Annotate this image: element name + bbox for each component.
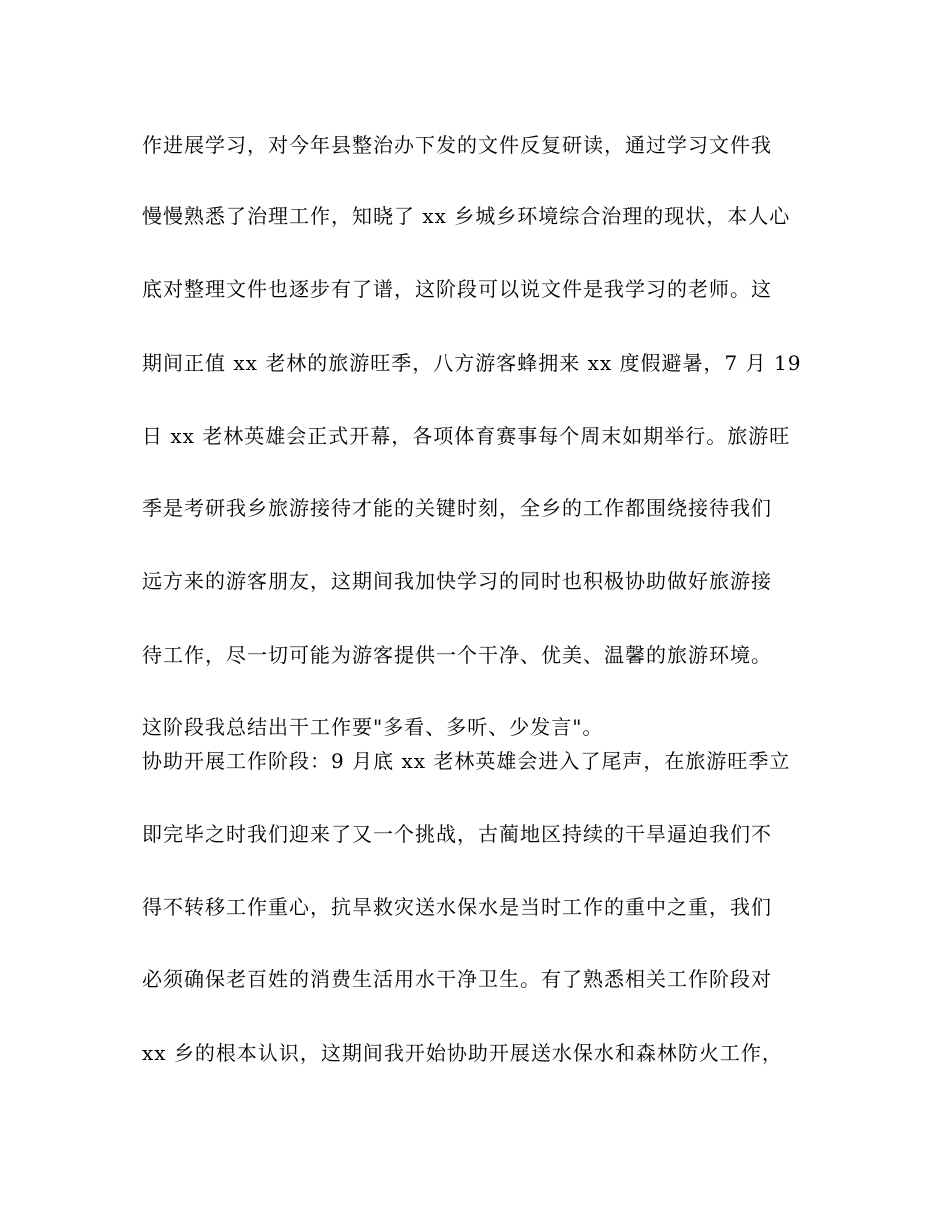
text-line-7: 远方来的游客朋友，这期间我加快学习的同时也积极协助做好旅游接 [142,569,772,593]
text-line-10: 协助开展工作阶段：9 月底 xx 老林英雄会进入了尾声，在旅游旺季立 [142,749,791,773]
text-line-4: 期间正值 xx 老林的旅游旺季，八方游客蜂拥来 xx 度假避暑，7 月 19 [142,351,802,375]
text-line-11: 即完毕之时我们迎来了又一个挑战，古蔺地区持续的干旱逼迫我们不 [142,822,772,846]
text-line-6: 季是考研我乡旅游接待才能的关键时刻，全乡的工作都围绕接待我们 [142,496,772,520]
text-line-2: 慢慢熟悉了治理工作，知晓了 xx 乡城乡环境综合治理的现状，本人心 [142,204,791,228]
text-line-14: xx 乡的根本认识，这期间我开始协助开展送水保水和森林防火工作， [142,1041,783,1065]
text-line-5: 日 xx 老林英雄会正式开幕，各项体育赛事每个周末如期举行。旅游旺 [142,424,791,448]
text-line-3: 底对整理文件也逐步有了谱，这阶段可以说文件是我学习的老师。这 [142,277,772,301]
text-line-8: 待工作，尽一切可能为游客提供一个干净、优美、温馨的旅游环境。 [142,643,772,667]
text-line-9: 这阶段我总结出干工作要"多看、多听、少发言"。 [142,715,604,739]
text-line-1: 作进展学习，对今年县整治办下发的文件反复研读，通过学习文件我 [142,133,772,157]
text-line-12: 得不转移工作重心，抗旱救灾送水保水是当时工作的重中之重，我们 [142,895,772,919]
text-line-13: 必须确保老百姓的消费生活用水干净卫生。有了熟悉相关工作阶段对 [142,967,772,991]
